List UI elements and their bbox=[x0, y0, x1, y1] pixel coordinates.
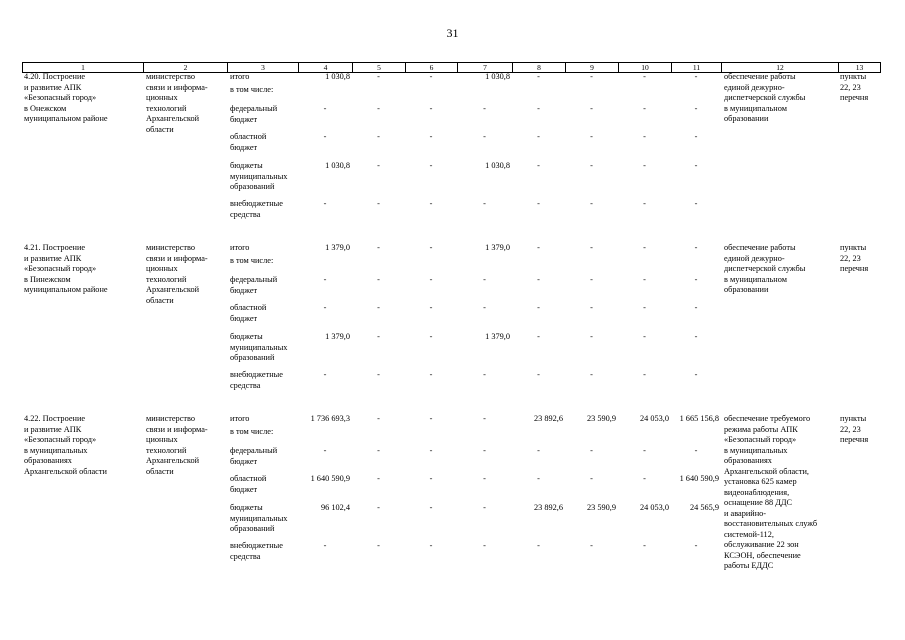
dash-c4: - bbox=[323, 541, 327, 550]
dash-c11: - bbox=[694, 72, 698, 81]
dash-c7: - bbox=[483, 132, 486, 141]
dash-c9: - bbox=[590, 72, 593, 81]
dash-c10: - bbox=[643, 199, 646, 208]
dash-c8: - bbox=[537, 541, 540, 550]
amount-c4: 96 102,4 bbox=[320, 503, 350, 512]
dash-c5: - bbox=[377, 243, 380, 252]
reference: пункты 22, 23 перечня bbox=[840, 243, 869, 273]
dash-c8: - bbox=[537, 199, 540, 208]
dash-c6: - bbox=[429, 275, 433, 284]
header-col-4: 4 bbox=[299, 63, 353, 72]
dash-c6: - bbox=[429, 72, 433, 81]
dash-c4: - bbox=[323, 104, 327, 113]
dash-c6: - bbox=[429, 446, 433, 455]
dash-c11: - bbox=[694, 161, 698, 170]
dash-c8: - bbox=[537, 243, 540, 252]
amount-c4: 1 030,8 bbox=[325, 161, 350, 170]
amount-c4: 1 030,8 bbox=[325, 72, 350, 81]
dash-c8: - bbox=[537, 132, 540, 141]
amount-c8: 23 892,6 bbox=[533, 503, 563, 512]
dash-c7: - bbox=[483, 104, 486, 113]
expected-result: обеспечение работы единой дежурно- диспетчерской службы в муниципальном образовании bbox=[724, 72, 806, 123]
amount-c7: 1 030,8 bbox=[485, 161, 510, 170]
funding-source-label: федеральный бюджет bbox=[230, 275, 278, 295]
amount-c8: 23 892,6 bbox=[533, 414, 563, 423]
dash-c11: - bbox=[694, 332, 698, 341]
dash-c10: - bbox=[643, 132, 646, 141]
dash-c5: - bbox=[377, 132, 380, 141]
dash-c10: - bbox=[643, 474, 646, 483]
dash-c4: - bbox=[323, 370, 327, 379]
funding-source-label: федеральный бюджет bbox=[230, 446, 278, 466]
amount-c4: 1 640 590,9 bbox=[310, 474, 350, 483]
dash-c8: - bbox=[537, 332, 540, 341]
dash-c9: - bbox=[590, 446, 593, 455]
dash-c8: - bbox=[537, 303, 540, 312]
amount-c9: 23 590,9 bbox=[586, 503, 616, 512]
executor: министерство связи и информа- ционных технологий Архангельской области bbox=[146, 72, 208, 134]
dash-c5: - bbox=[377, 72, 380, 81]
header-col-6: 6 bbox=[406, 63, 458, 72]
funding-source-label: итого bbox=[230, 72, 250, 81]
header-col-12: 12 bbox=[722, 63, 839, 72]
dash-c11: - bbox=[694, 275, 698, 284]
dash-c10: - bbox=[643, 541, 646, 550]
dash-c6: - bbox=[429, 161, 433, 170]
dash-c5: - bbox=[377, 303, 380, 312]
page-number: 31 bbox=[446, 26, 459, 40]
dash-c8: - bbox=[537, 275, 540, 284]
funding-source-label: внебюджетные средства bbox=[230, 199, 283, 219]
dash-c11: - bbox=[694, 446, 698, 455]
dash-c6: - bbox=[429, 199, 433, 208]
funding-source-label: бюджеты муниципальных образований bbox=[230, 503, 288, 533]
dash-c11: - bbox=[694, 541, 698, 550]
dash-c5: - bbox=[377, 446, 380, 455]
header-col-13: 13 bbox=[839, 63, 881, 72]
funding-source-label: бюджеты муниципальных образований bbox=[230, 332, 288, 362]
dash-c5: - bbox=[377, 474, 380, 483]
funding-source-label: федеральный бюджет bbox=[230, 104, 278, 124]
funding-source-label: итого bbox=[230, 243, 250, 252]
dash-c4: - bbox=[323, 446, 327, 455]
dash-c11: - bbox=[694, 303, 698, 312]
dash-c7: - bbox=[483, 199, 486, 208]
dash-c11: - bbox=[694, 132, 698, 141]
dash-c9: - bbox=[590, 275, 593, 284]
header-col-3: 3 bbox=[228, 63, 299, 72]
dash-c5: - bbox=[377, 104, 380, 113]
header-col-5: 5 bbox=[353, 63, 406, 72]
amount-c7: 1 030,8 bbox=[485, 72, 510, 81]
dash-c10: - bbox=[643, 370, 646, 379]
dash-c7: - bbox=[483, 370, 486, 379]
measure-name: 4.20. Построение и развитие АПК «Безопасный город» в Онежском муниципальном районе bbox=[24, 72, 108, 123]
header-col-9: 9 bbox=[566, 63, 619, 72]
dash-c9: - bbox=[590, 332, 593, 341]
dash-c6: - bbox=[429, 541, 433, 550]
dash-c10: - bbox=[643, 161, 646, 170]
header-col-2: 2 bbox=[144, 63, 228, 72]
amount-c10: 24 053,0 bbox=[639, 414, 669, 423]
funding-source-label: в том числе: bbox=[230, 85, 274, 94]
measure-name: 4.21. Построение и развитие АПК «Безопасный город» в Пинежском муниципальном районе bbox=[24, 243, 108, 294]
header-col-11: 11 bbox=[672, 63, 722, 72]
dash-c9: - bbox=[590, 161, 593, 170]
dash-c6: - bbox=[429, 243, 433, 252]
amount-c10: 24 053,0 bbox=[639, 503, 669, 512]
reference: пункты 22, 23 перечня bbox=[840, 414, 869, 444]
amount-c11: 1 665 156,8 bbox=[679, 414, 719, 423]
header-col-10: 10 bbox=[619, 63, 672, 72]
dash-c6: - bbox=[429, 474, 433, 483]
dash-c7: - bbox=[483, 275, 486, 284]
funding-source-label: внебюджетные средства bbox=[230, 370, 283, 390]
dash-c5: - bbox=[377, 275, 380, 284]
amount-c11: 24 565,9 bbox=[689, 503, 719, 512]
dash-c8: - bbox=[537, 104, 540, 113]
dash-c10: - bbox=[643, 243, 646, 252]
amount-c7: 1 379,0 bbox=[485, 332, 510, 341]
dash-c10: - bbox=[643, 275, 646, 284]
funding-source-label: внебюджетные средства bbox=[230, 541, 283, 561]
dash-c9: - bbox=[590, 541, 593, 550]
funding-source-label: в том числе: bbox=[230, 427, 274, 436]
dash-c11: - bbox=[694, 243, 698, 252]
dash-c4: - bbox=[323, 275, 327, 284]
dash-c9: - bbox=[590, 370, 593, 379]
executor: министерство связи и информа- ционных технологий Архангельской области bbox=[146, 414, 208, 476]
dash-c8: - bbox=[537, 72, 540, 81]
dash-c7: - bbox=[483, 474, 486, 483]
dash-c6: - bbox=[429, 370, 433, 379]
dash-c7: - bbox=[483, 541, 486, 550]
dash-c8: - bbox=[537, 446, 540, 455]
dash-c11: - bbox=[694, 104, 698, 113]
dash-c10: - bbox=[643, 72, 646, 81]
dash-c10: - bbox=[643, 332, 646, 341]
dash-c5: - bbox=[377, 414, 380, 423]
dash-c5: - bbox=[377, 370, 380, 379]
dash-c6: - bbox=[429, 414, 433, 423]
dash-c7: - bbox=[483, 503, 486, 512]
funding-source-label: областной бюджет bbox=[230, 132, 267, 152]
dash-c9: - bbox=[590, 104, 593, 113]
dash-c9: - bbox=[590, 474, 593, 483]
dash-c9: - bbox=[590, 243, 593, 252]
dash-c6: - bbox=[429, 503, 433, 512]
amount-c9: 23 590,9 bbox=[586, 414, 616, 423]
expected-result: обеспечение работы единой дежурно- диспетчерской службы в муниципальном образовании bbox=[724, 243, 806, 294]
measure-name: 4.22. Построение и развитие АПК «Безопасный город» в муниципальных образованиях Архангельской области bbox=[24, 414, 107, 476]
amount-c4: 1 379,0 bbox=[325, 243, 350, 252]
funding-source-label: бюджеты муниципальных образований bbox=[230, 161, 288, 191]
header-col-7: 7 bbox=[458, 63, 513, 72]
expected-result: обеспечение требуемого режима работы АПК «Безопасный город» в муниципальных образованиях Архангельской области, установка 625 камер видеонаблюдения, оснащение 88 ДДС и аварийно- восстановительных служб системой-112, обслуживание 22 зон КСЭОН, обеспечение работы ЕДДС bbox=[724, 414, 818, 570]
amount-c4: 1 379,0 bbox=[325, 332, 350, 341]
dash-c7: - bbox=[483, 303, 486, 312]
dash-c5: - bbox=[377, 161, 380, 170]
dash-c4: - bbox=[323, 199, 327, 208]
dash-c6: - bbox=[429, 104, 433, 113]
dash-c6: - bbox=[429, 132, 433, 141]
amount-c7: 1 379,0 bbox=[485, 243, 510, 252]
dash-c6: - bbox=[429, 303, 433, 312]
dash-c10: - bbox=[643, 303, 646, 312]
funding-source-label: итого bbox=[230, 414, 250, 423]
dash-c8: - bbox=[537, 370, 540, 379]
dash-c9: - bbox=[590, 132, 593, 141]
amount-c11: 1 640 590,9 bbox=[679, 474, 719, 483]
dash-c4: - bbox=[323, 132, 327, 141]
dash-c10: - bbox=[643, 104, 646, 113]
dash-c10: - bbox=[643, 446, 646, 455]
dash-c6: - bbox=[429, 332, 433, 341]
dash-c8: - bbox=[537, 474, 540, 483]
dash-c9: - bbox=[590, 199, 593, 208]
dash-c5: - bbox=[377, 332, 380, 341]
reference: пункты 22, 23 перечня bbox=[840, 72, 869, 102]
dash-c11: - bbox=[694, 199, 698, 208]
dash-c7: - bbox=[483, 414, 486, 423]
amount-c4: 1 736 693,3 bbox=[310, 414, 350, 423]
dash-c8: - bbox=[537, 161, 540, 170]
dash-c5: - bbox=[377, 541, 380, 550]
dash-c11: - bbox=[694, 370, 698, 379]
dash-c9: - bbox=[590, 303, 593, 312]
funding-source-label: областной бюджет bbox=[230, 474, 267, 494]
header-col-8: 8 bbox=[513, 63, 566, 72]
dash-c5: - bbox=[377, 503, 380, 512]
funding-source-label: областной бюджет bbox=[230, 303, 267, 323]
dash-c7: - bbox=[483, 446, 486, 455]
dash-c4: - bbox=[323, 303, 327, 312]
dash-c5: - bbox=[377, 199, 380, 208]
funding-source-label: в том числе: bbox=[230, 256, 274, 265]
header-col-1: 1 bbox=[23, 63, 144, 72]
executor: министерство связи и информа- ционных технологий Архангельской области bbox=[146, 243, 208, 305]
